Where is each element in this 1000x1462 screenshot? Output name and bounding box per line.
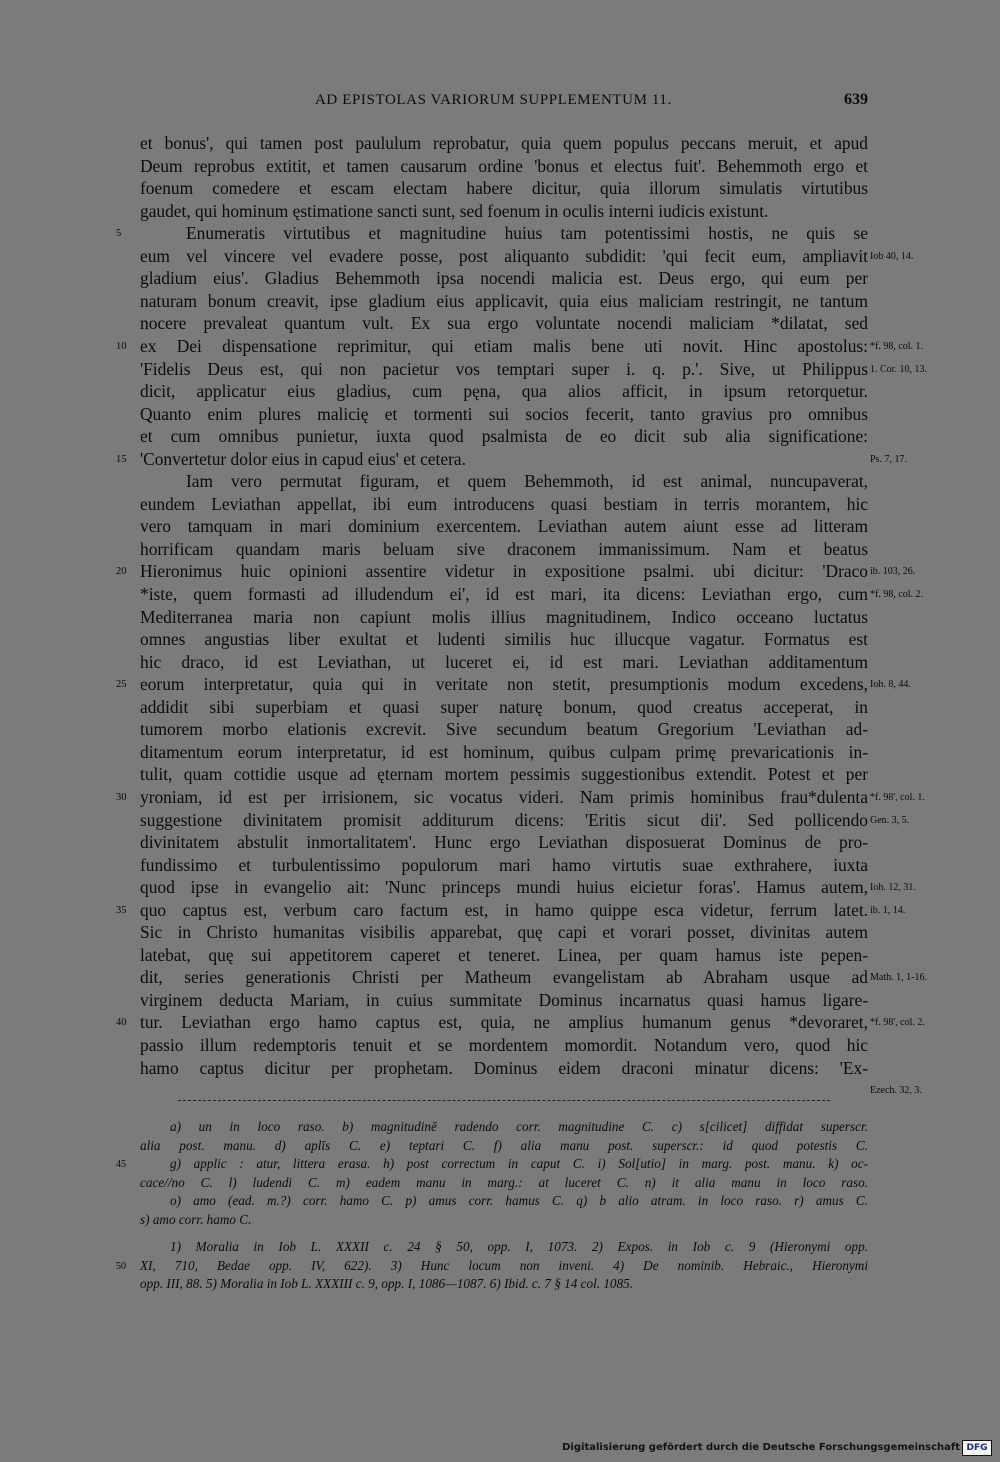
text-line: *iste, quem formasti ad illudendum ei', id est mari, ita dicens: Leviathan ergo, cum: [140, 584, 868, 604]
text-line: yroniam, id est per irrisionem, sic vocatus videri. Nam primis hominibus frau*dulenta: [140, 786, 868, 807]
source-note-line: XI, 710, Bedae opp. IV, 622). 3) Hunc locum non inveni. 4) De nominib. Hebraic., Hieronymi: [140, 1257, 868, 1273]
text-line: Deum reprobus extitit, et tamen causarum ordine 'bonus et electus fuit'. Behemmoth ergo et: [140, 155, 868, 176]
line-number: 35: [116, 904, 127, 916]
text-line: eundem Leviathan appellat, ibi eum introducens quasi bestiam in terris morantem, hic: [140, 493, 868, 514]
line-number: 30: [116, 791, 127, 803]
text-line: gladium eius'. Gladius Behemmoth ipsa nocendi malicia est. Deus ergo, qui eum per: [140, 268, 868, 289]
text-line: divinitatem abstulit inmortalitatem'. Hunc ergo Leviathan disposuerat Dominus de pro-: [140, 832, 868, 853]
digitization-footer: [0, 1436, 1000, 1462]
margin-reference: Ioh. 12, 31.: [870, 882, 916, 894]
text-line: naturam bonum creavit, ipse gladium eius applicavit, quia eius maliciam restringit, ne tantum: [140, 290, 868, 311]
margin-reference: *f. 98, col. 1.: [870, 340, 924, 352]
funding-notice: Digitalisierung gefördert durch die Deutsche Forschungsgemeinschaft: [562, 1442, 960, 1453]
text-line: eorum interpretatur, quia qui in veritate non stetit, presumptionis modum excedens,: [140, 674, 868, 695]
apparatus-line-number: 45: [116, 1159, 126, 1171]
text-line: 'Fidelis Deus est, qui non pacietur vos temptari super i. q. p.'. Sive, ut Philippus: [140, 358, 868, 379]
apparatus-line: s) amo corr. hamo C.: [140, 1212, 252, 1227]
margin-reference: Math. 1, 1-16.: [870, 972, 927, 984]
margin-reference: Ps. 7, 17.: [870, 453, 907, 465]
text-line: et cum omnibus punietur, iuxta quod psalmista de eo dicit sub alia significatione:: [140, 426, 868, 447]
footnote-separator: [178, 1100, 830, 1101]
apparatus-line: cace//no C. l) ludendi C. m) eadem manu in marg.: at luceret C. n) it alia manu in loco raso.: [140, 1174, 868, 1190]
line-number: 25: [116, 679, 127, 691]
margin-reference: *f. 98', col. 1.: [870, 791, 925, 803]
text-line: gaudet, qui hominum ęstimatione sancti sunt, sed foenum in oculis interni iudicis existunt.: [140, 200, 769, 221]
text-line: et bonus', qui tamen post paululum reprobatur, quia quem populus peccans meruit, et apud: [140, 133, 868, 153]
text-line: ex Dei dispensatione reprimitur, qui etiam malis bene uti novit. Hinc apostolus:: [140, 335, 868, 356]
margin-reference: Ioh. 8, 44.: [870, 679, 911, 691]
text-line: Mediterranea maria non capiunt molis illius magnitudinem, Indico occeano luctatus: [140, 606, 868, 627]
apparatus-line: a) un in loco raso. b) magnitudinē radendo corr. magnitudine C. c) s[cilicet] diffidat superscr.: [170, 1119, 868, 1134]
text-line: Sic in Christo humanitas visibilis apparebat, quę capi et vorari posset, divinitas autem: [140, 922, 868, 943]
text-line: quod ipse in evangelio ait: 'Nunc princeps mundi huius eicietur foras'. Hamus autem,: [140, 877, 868, 898]
margin-reference: *f. 98', col. 2.: [870, 1017, 925, 1029]
margin-reference: Gen. 3, 5.: [870, 814, 910, 826]
text-line: horrificam quandam maris beluam sive draconem immanissimum. Nam et beatus: [140, 538, 868, 559]
text-line: tur. Leviathan ergo hamo captus est, quia, ne amplius humanum genus *devoraret,: [140, 1012, 868, 1033]
line-number: 15: [116, 453, 127, 465]
text-line: tulit, quam cottidie usque ad ęternam mortem pessimis suggestionibus extendit. Potest et per: [140, 764, 868, 785]
text-line: Iam vero permutat figuram, et quem Behemmoth, id est animal, nuncupaverat,: [186, 471, 868, 492]
text-line: virginem deducta Mariam, in cuius summitate Dominus incarnatus quasi hamus ligare-: [140, 989, 868, 1010]
text-line: 'Convertetur dolor eius in capud eius' et cetera.: [140, 448, 466, 469]
line-number: 5: [116, 228, 122, 240]
line-number: 20: [116, 566, 127, 578]
text-line: vero tamquam in mari dominium exercentem. Leviathan autem aiunt esse ad litteram: [140, 516, 868, 537]
source-note-line: 1) Moralia in Iob L. XXXII c. 24 § 50, opp. I, 1073. 2) Expos. in Iob c. 9 (Hieronymi opp.: [170, 1239, 868, 1254]
line-number: 40: [116, 1017, 127, 1029]
source-note-line: opp. III, 88. 5) Moralia in Iob L. XXXIII c. 9, opp. I, 1086—1087. 6) Ibid. c. 7 § 14 col. 1085.: [140, 1276, 633, 1292]
text-line: suggestione divinitatem promisit additurum dicens: 'Eritis sicut dii'. Sed pollicendo: [140, 809, 868, 830]
apparatus-line: o) amo (ead. m.?) corr. hamo C. p) amus corr. hamus C. q) b alio atram. in loco raso. r) amus C.: [170, 1193, 868, 1209]
text-line: Enumeratis virtutibus et magnitudine huius tam potentissimi hostis, ne quis se: [186, 223, 868, 244]
text-line: dit, series generationis Christi per Matheum evangelistam ab Abraham usque ad: [140, 967, 868, 988]
dfg-logo-icon: DFG: [962, 1440, 992, 1456]
text-line: latebat, quę sui appetitorem caperet et teneret. Linea, per quam hamus iste pepen-: [140, 944, 868, 965]
page-header: [140, 92, 868, 114]
text-line: hic draco, id est Leviathan, ut luceret ei, id est mari. Leviathan additamentum: [140, 651, 868, 672]
margin-reference: *f. 98, col. 2.: [870, 589, 924, 600]
text-line: omnes angustias liber exultat et ludenti similis huc illucque vagatur. Formatus est: [140, 629, 868, 650]
page-number: 639: [844, 91, 868, 108]
text-line: Hieronimus huic opinioni assentire videtur in expositione psalmi. ubi dicitur: 'Draco: [140, 561, 868, 582]
margin-reference: Iob 40, 14.: [870, 250, 914, 262]
text-line: Quanto enim plures malicię et tormenti sui socios fecerit, tanto gravius pro omnibus: [140, 403, 868, 424]
text-line: ditamentum eorum interpretatur, id est hominum, quibus culpam primę prevaricationis in-: [140, 741, 868, 762]
text-line: nocere prevaleat quantum vult. Ex sua ergo voluntate nocendi maliciam *dilatat, sed: [140, 313, 868, 334]
text-line: foenum comedere et escam electam habere dicitur, quia illorum simulatis virtutibus: [140, 178, 868, 199]
text-line: addidit sibi superbiam et quasi super naturę bonum, quod creatus acceperat, in: [140, 696, 868, 717]
text-line: tumorem morbo elationis excrevit. Sive secundum beatum Gregorium 'Leviathan ad-: [140, 719, 868, 740]
apparatus-line: g) applic : atur, littera erasa. h) post correctum in caput C. i) Sol[utio] in marg. post. manu. k) oc-: [170, 1156, 868, 1172]
text-line: eum vel vincere vel evadere posse, post aliquanto subdidit: 'qui fecit eum, ampliavit: [140, 245, 868, 266]
margin-reference: 1. Cor. 10, 13.: [870, 363, 927, 375]
source-line-number: 50: [116, 1260, 126, 1272]
running-title: AD EPISTOLAS VARIORUM SUPPLEMENTUM 11.: [315, 92, 672, 108]
text-line: hamo captus dicitur per prophetam. Dominus eidem draconi minatur dicens: 'Ex-: [140, 1057, 868, 1078]
margin-reference: Ezech. 32, 3.: [870, 1085, 922, 1097]
line-number: 10: [116, 340, 127, 352]
margin-reference: ib. 103, 26.: [870, 566, 916, 578]
margin-reference: ib. 1, 14.: [870, 904, 906, 916]
text-line: fundissimo et turbulentissimo populorum mari hamo virtutis suae exthrahere, iuxta: [140, 854, 868, 875]
text-line: dicit, applicatur eius gladius, cum pęna, qua alios afficit, in ipsum retorquetur.: [140, 381, 868, 402]
apparatus-line: alia post. manu. d) aplīs C. e) teptari C. f) alia manu post. superscr.: id quod potestis C.: [140, 1137, 868, 1153]
text-line: quo captus est, verbum caro factum est, in hamo quippe esca videtur, ferrum latet.: [140, 899, 868, 920]
text-line: passio illum redemptoris tenuit et se mordentem momordit. Notandum vero, quod hic: [140, 1035, 868, 1055]
